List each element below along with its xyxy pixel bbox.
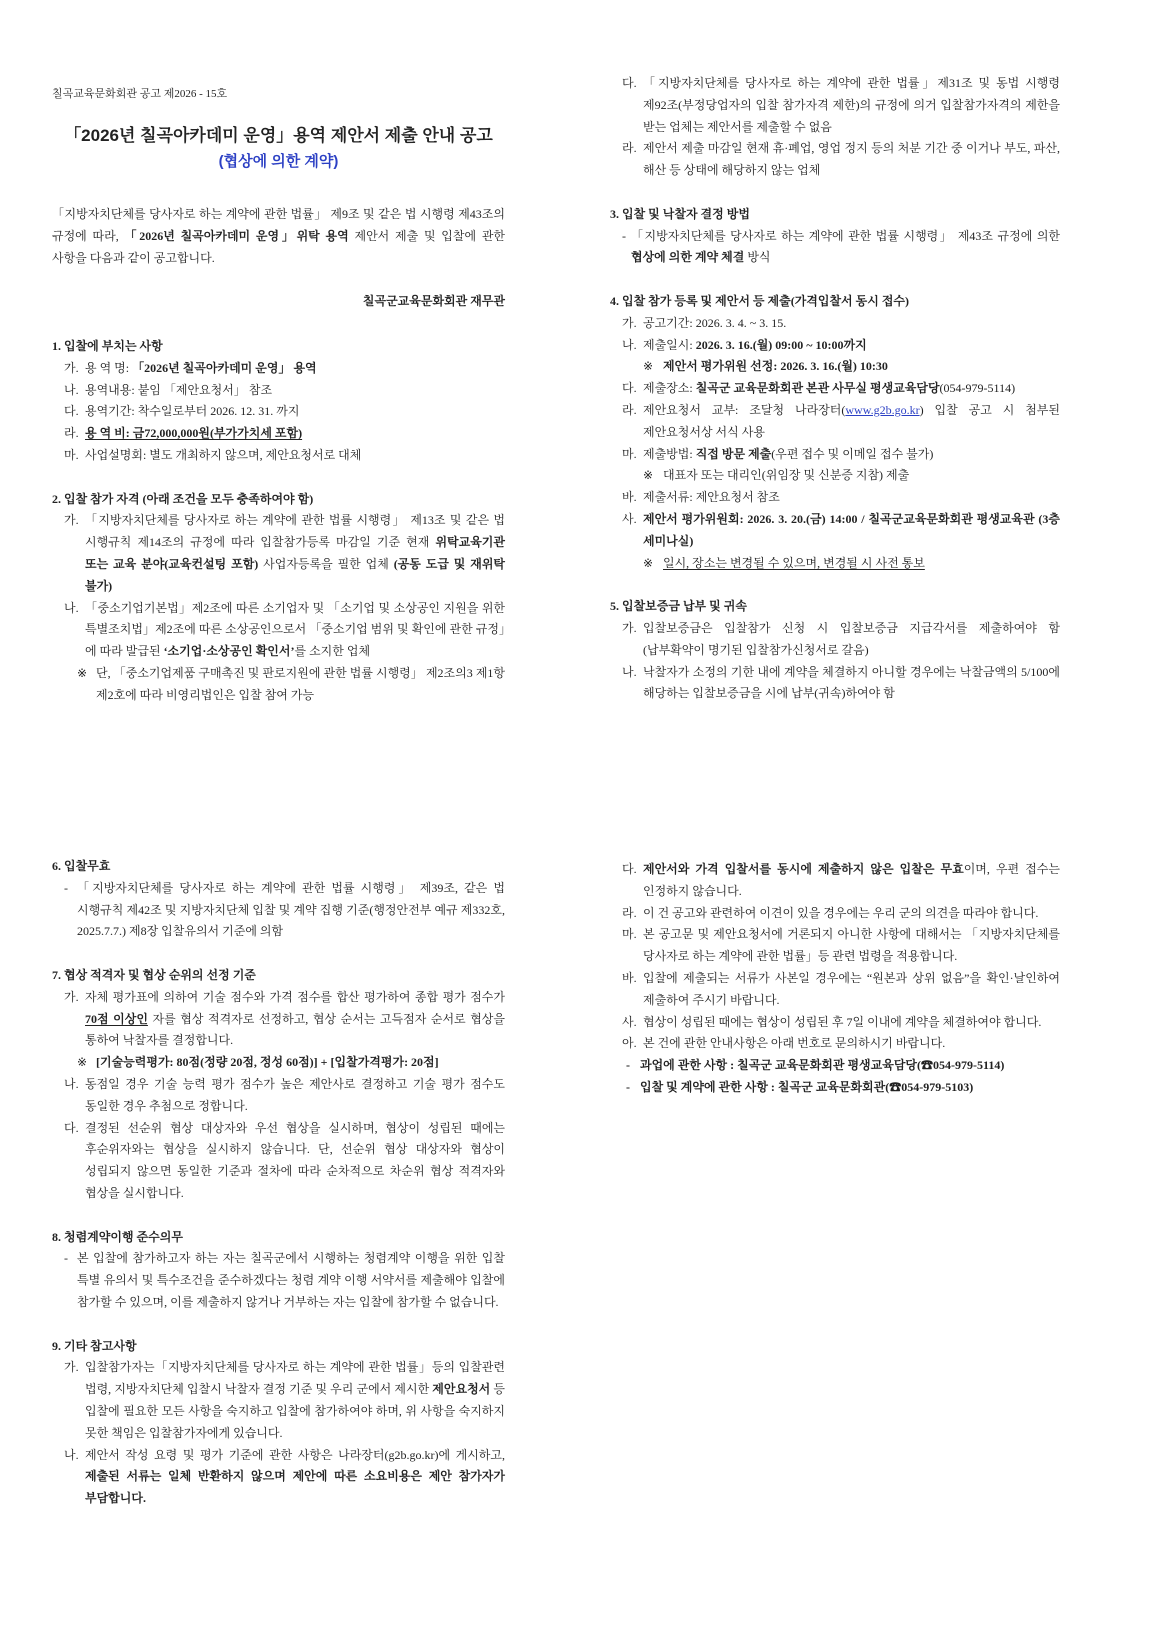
page1-left-sections	[52, 336, 505, 707]
item-marker: 아.	[622, 1036, 637, 1051]
text-run: 사업자등록을 필한 업체	[258, 556, 394, 571]
section-heading	[52, 1336, 505, 1358]
text-run: 입찰 및 계약에 관한 사항 : 칠곡군 교육문화회관(☎054-979-5103)	[640, 1079, 974, 1094]
list-item	[52, 598, 505, 663]
item-marker: 다.	[64, 1120, 79, 1135]
list-item	[610, 73, 1060, 138]
item-marker: 라.	[622, 402, 637, 417]
list-item	[610, 487, 1060, 509]
text-run: 1. 입찰에 부치는 사항	[52, 338, 163, 353]
item-marker: 다.	[622, 862, 637, 876]
text-run: 위탁교육기관 또는 교육 분야(교육컨설팅 포함)	[85, 535, 505, 571]
list-item	[610, 618, 1060, 662]
text-run: 등 입찰에 필요한 모든 사항을 숙지하고 입찰에 참가하여야 하며, 위 사항을 숙지하지 못한 책임은 입찰참가자에게 있습니다.	[85, 1382, 505, 1440]
text-run: 과업에 관한 사항 : 칠곡군 교육문화회관 평생교육담당(☎054-979-5114)	[640, 1058, 1005, 1073]
text-run: 입찰보증금은 입찰참가 신청 시 입찰보증금 지급각서를 제출하여야 함(납부확약이 명기된 입찰참가신청서로 갈음)	[643, 620, 1060, 657]
text-run: (054-979-5114)	[939, 381, 1016, 396]
item-marker: -	[626, 1058, 630, 1073]
text-run: 단, 「중소기업제품 구매촉진 및 판로지원에 관한 법률 시행령」 제2조의3 제1항 제2호에 따라 비영리법인은 입찰 참여 가능	[96, 665, 505, 702]
text-run: 대표자 또는 대리인(위임장 및 신분증 지참) 제출	[663, 468, 910, 483]
item-marker: 다.	[622, 76, 637, 90]
section-heading	[610, 204, 1060, 226]
page1-right-column	[610, 73, 1060, 705]
text-run: 본 입찰에 참가하고자 하는 자는 칠곡군에서 시행하는 청렴계약 이행을 위한 입찰 특별 유의서 및 특수조건을 준수하겠다는 청렴 계약 이행 서약서를 제출해야 입찰에 참가할 수 있으며, 이를 제출하지 않거나 거부하는 자는 입찰에 참가할 수 없습니다.	[77, 1251, 505, 1309]
section-heading	[52, 965, 505, 987]
item-marker: 라.	[64, 426, 79, 441]
list-item	[52, 1357, 505, 1444]
text-run: 9. 기타 참고사항	[52, 1338, 137, 1353]
item-marker: 나.	[64, 1076, 79, 1091]
list-item	[52, 380, 505, 402]
contact-item	[610, 1055, 1060, 1077]
list-item	[610, 313, 1060, 335]
item-marker: 나.	[64, 382, 79, 397]
text-run: 2. 입찰 참가 자격 (아래 조건을 모두 충족하여야 함)	[52, 491, 314, 506]
item-marker: 바.	[622, 490, 637, 505]
list-item	[52, 423, 505, 445]
list-item	[610, 924, 1060, 968]
item-marker: 마.	[622, 446, 637, 461]
list-item	[610, 968, 1060, 1012]
text-run: 제안요청서	[432, 1382, 491, 1397]
text-run: 협상에 의한 계약 체결	[631, 250, 745, 265]
item-marker: 라.	[622, 141, 637, 156]
item-marker: 나.	[622, 664, 637, 679]
text-run: 제안서와 가격 입찰서를 동시에 제출하지 않은 입찰은 무효	[643, 862, 964, 876]
text-run: 5. 입찰보증금 납부 및 귀속	[610, 599, 747, 614]
note-item	[610, 465, 1060, 487]
text-run: 「2026년 칠곡아카데미 운영」위탁 용역	[124, 228, 349, 243]
item-marker: 가.	[64, 360, 79, 375]
text-run: 협상이 성립된 때에는 협상이 성립된 후 7일 이내에 계약을 체결하여야 합니다.	[643, 1014, 1042, 1029]
list-item	[610, 662, 1060, 706]
page2-right-column	[610, 859, 1060, 1099]
text-run: 사업설명회: 별도 개최하지 않으며, 제안요청서로 대체	[85, 447, 362, 462]
text-run: ‘소기업·소상공인 확인서’	[163, 644, 295, 659]
list-item	[610, 903, 1060, 925]
list-item	[610, 859, 1060, 903]
text-run: 용 역 비: 금72,000,000원(부가가치세 포함)	[85, 426, 303, 441]
list-item	[610, 1033, 1060, 1055]
text-run: 「중소기업기본법」제2조에 따른 소기업자 및 「소기업 및 소상공인 지원을 위한 특별조치법」제2조에 따른 소상공인으로서 「중소기업 범위 및 확인에 관한 규정」에 따라 발급된	[85, 600, 505, 659]
text-run: 결정된 선순위 협상 대상자와 우선 협상을 실시하며, 협상이 성립된 때에는 후순위자와는 협상을 실시하지 않습니다. 단, 선순위 협상 대상자와 협상이 성립되지 않으면 동일한 기준과 절차에 따라 순차적으로 차순위 협상 적격자와 협상을 실시합니다.	[85, 1120, 505, 1200]
item-marker: 가.	[622, 620, 637, 635]
text-run: 「지방자치단체를 당사자로 하는 계약에 관한 법률 시행령」 제13조 및 같은 법 시행규칙 제14조의 규정에 따라 입찰참가등록 마감일 기준 현재	[85, 513, 505, 550]
text-run: 3. 입찰 및 낙찰자 결정 방법	[610, 206, 750, 221]
text-run: 본 건에 관한 안내사항은 아래 번호로 문의하시기 바랍니다.	[643, 1036, 946, 1051]
item-marker: 사.	[622, 1014, 637, 1029]
text-run: 「지방자치단체를 당사자로 하는 계약에 관한 법률 시행령」 제39조, 같은 법 시행규칙 제42조 및 지방자치단체 입찰 및 계약 집행 기준(행정안전부 예규 제332호, 2025.7.7.) 제8장 입찰유의서 기준에 의함	[77, 880, 505, 939]
item-marker: 라.	[622, 905, 637, 920]
item-marker: -	[622, 228, 626, 243]
page1-left-column	[52, 83, 505, 707]
list-item	[52, 445, 505, 467]
item-marker: ※	[77, 1055, 88, 1070]
issuer-signature: 칠곡군교육문화회관 재무관	[362, 294, 505, 309]
text-run: 제안서 제출 및 입찰에 관한 사항을 다음과 같이 공고합니다.	[52, 228, 506, 265]
list-item	[52, 401, 505, 423]
text-run: (공동 도급 및 재위탁 불가)	[85, 556, 506, 593]
notice-number: 칠곡교육문화회관 공고 제2026 - 15호	[52, 88, 228, 100]
text-run: 입찰참가자는「지방자치단체를 당사자로 하는 계약에 관한 법률」등의 입찰관련 법령, 지방자치단체 입찰시 낙찰자 결정 기준 및 우리 군에서 제시한	[85, 1360, 505, 1397]
intro-paragraph	[52, 204, 505, 269]
list-item	[52, 1074, 505, 1118]
item-marker: ※	[643, 555, 654, 570]
text-run: [기술능력평가: 80점(정량 20점, 정성 60점)] + [입찰가격평가: 20점]	[96, 1055, 439, 1070]
note-item	[52, 663, 505, 707]
text-run: 6. 입찰무효	[52, 859, 111, 873]
text-run: 칠곡군 교육문화회관 본관 사무실 평생교육담당	[695, 381, 940, 396]
text-run: 제안서 평가위원회: 2026. 3. 20.(금) 14:00 / 칠곡군교육문화회관 평생교육관 (3층 세미나실)	[643, 511, 1060, 548]
item-marker: 가.	[622, 315, 637, 330]
list-item	[610, 444, 1060, 466]
item-marker: 바.	[622, 970, 637, 985]
list-item	[610, 378, 1060, 400]
item-marker: 마.	[64, 447, 79, 462]
text-run: 8. 청렴계약이행 준수의무	[52, 1229, 183, 1244]
dash-item	[52, 1248, 505, 1313]
text-run: 제안요청서 교부: 조달청 나라장터(	[643, 402, 846, 417]
text-run: (우편 접수 및 이메일 접수 불가)	[771, 446, 934, 461]
list-item	[52, 510, 505, 597]
text-run: 본 공고문 및 제안요청서에 거론되지 아니한 사항에 대해서는 「지방자치단체를 당사자로 하는 계약에 관한 법률」등 관련 법령을 적용합니다.	[643, 927, 1060, 964]
item-marker: ※	[77, 665, 88, 680]
section-heading	[52, 856, 505, 878]
list-item	[610, 400, 1060, 444]
text-run: 낙찰자가 소정의 기한 내에 계약을 체결하지 아니할 경우에는 낙찰금액의 5/100에 해당하는 입찰보증금을 시에 납부(귀속)하여야 함	[643, 664, 1060, 701]
text-run: 70점 이상인	[85, 1011, 148, 1026]
text-run: 일시, 장소는 변경될 수 있으며, 변경될 시 사전 통보	[663, 555, 925, 570]
section-heading	[610, 596, 1060, 618]
text-run: 2026. 3. 16.(월) 09:00 ~ 10:00까지	[695, 337, 867, 352]
list-item	[610, 509, 1060, 553]
g2b-link[interactable]: www.g2b.go.kr	[845, 402, 920, 417]
text-run: 방식	[744, 250, 771, 265]
text-run: 자체 평가표에 의하여 기술 점수와 가격 점수를 합산 평가하여 종합 평가 점수가	[85, 989, 505, 1004]
section-heading	[610, 291, 1060, 313]
text-run: 직접 방문 제출	[695, 446, 772, 461]
text-run: 자를 협상 적격자로 선정하고, 협상 순서는 고득점자 순서로 협상을 통하여 낙찰자를 결정합니다.	[85, 1011, 505, 1048]
section-heading	[52, 1227, 505, 1249]
item-marker: 마.	[622, 927, 637, 942]
item-marker: -	[626, 1079, 630, 1094]
item-marker: 가.	[64, 989, 79, 1004]
text-run: 공고기간: 2026. 3. 4. ~ 3. 15.	[643, 315, 787, 330]
item-marker: -	[64, 1251, 68, 1266]
item-marker: 다.	[64, 404, 79, 419]
item-marker: 가.	[64, 1360, 79, 1375]
text-run: 동점일 경우 기술 능력 평가 점수가 높은 제안사로 결정하고 기술 평가 점수도 동일한 경우 추첨으로 정합니다.	[85, 1076, 505, 1113]
item-marker: -	[64, 880, 68, 895]
item-marker: 가.	[64, 513, 79, 528]
text-run: ) 입찰 공고 시 첨부된 제안요청서상 서식 사용	[643, 402, 1060, 439]
note-item	[610, 356, 1060, 378]
document-subtitle: (협상에 의한 계약)	[218, 153, 339, 170]
text-run: 7. 협상 적격자 및 협상 순위의 선정 기준	[52, 967, 256, 982]
list-item	[52, 358, 505, 380]
section-heading	[52, 489, 505, 511]
document-title: 「2026년 칠곡아카데미 운영」용역 제안서 제출 안내 공고	[64, 126, 493, 145]
item-marker: 사.	[622, 511, 637, 526]
dash-item	[610, 226, 1060, 270]
text-run: 「지방자치단체를 당사자로 하는 계약에 관한 법률 시행령」 제43조 규정에 의한	[631, 228, 1060, 243]
item-marker: ※	[643, 359, 654, 374]
list-item	[610, 335, 1060, 357]
text-run: 「지방자치단체를 당사자로 하는 계약에 관한 법률」 제9조 및 같은 법 시행령 제43조의 규정에 따라,	[52, 207, 505, 243]
text-run: 입찰에 제출되는 서류가 사본일 경우에는 “원본과 상위 없음”을 확인·날인하여 제출하여 주시기 바랍니다.	[643, 970, 1060, 1007]
text-run: 제출방법:	[643, 446, 696, 461]
section-heading	[52, 336, 505, 358]
text-run: 이며, 우편 접수는 인정하지 않습니다.	[643, 862, 1060, 898]
text-run: 4. 입찰 참가 등록 및 제안서 등 제출(가격입찰서 동시 접수)	[610, 293, 910, 308]
item-marker: 나.	[64, 600, 79, 615]
list-item	[610, 1012, 1060, 1034]
text-run: 제안서 제출 마감일 현재 휴·폐업, 영업 정지 등의 처분 기간 중 이거나 부도, 파산, 해산 등 상태에 해당하지 않는 업체	[643, 141, 1060, 178]
list-item	[610, 138, 1060, 182]
list-item	[52, 987, 505, 1052]
text-run: 제안서 작성 요령 및 평가 기준에 관한 사항은 나라장터(g2b.go.kr)에 게시하고,	[85, 1447, 505, 1462]
note-item	[52, 1052, 505, 1074]
text-run: 제출된 서류는 일체 반환하지 않으며 제안에 따른 소요비용은 제안 참가자가 부담합니다.	[85, 1469, 505, 1506]
item-marker: ※	[643, 468, 654, 483]
page2-left-column	[52, 856, 505, 1510]
text-run: 용 역 명:	[85, 360, 133, 375]
item-marker: 나.	[622, 337, 637, 352]
text-run: 를 소지한 업체	[294, 644, 371, 659]
dash-item	[52, 878, 505, 943]
text-run: 제출장소:	[643, 381, 696, 396]
list-item	[52, 1445, 505, 1510]
note-item	[610, 553, 1060, 575]
text-run: 용역내용: 붙임 「제안요청서」 참조	[85, 382, 273, 397]
text-run: 제출일시:	[643, 337, 696, 352]
text-run: 「지방자치단체를 당사자로 하는 계약에 관한 법률」제31조 및 동법 시행령 제92조(부정당업자의 입찰 참가자격 제한)의 규정에 의거 입찰참가자격의 제한을 받는 업체는 제안서를 제출할 수 없음	[643, 76, 1060, 134]
contact-item	[610, 1077, 1060, 1099]
text-run: 「2026년 칠곡아카데미 운영」 용역	[132, 360, 317, 375]
text-run: 용역기간: 착수일로부터 2026. 12. 31. 까지	[85, 404, 300, 419]
text-run: 제출서류: 제안요청서 참조	[643, 490, 780, 505]
list-item	[52, 1118, 505, 1205]
text-run: 제안서 평가위원 선정: 2026. 3. 16.(월) 10:30	[663, 359, 888, 374]
text-run: 이 건 공고와 관련하여 이견이 있을 경우에는 우리 군의 의견을 따라야 합니다.	[643, 905, 1039, 920]
item-marker: 나.	[64, 1447, 79, 1462]
item-marker: 다.	[622, 381, 637, 396]
